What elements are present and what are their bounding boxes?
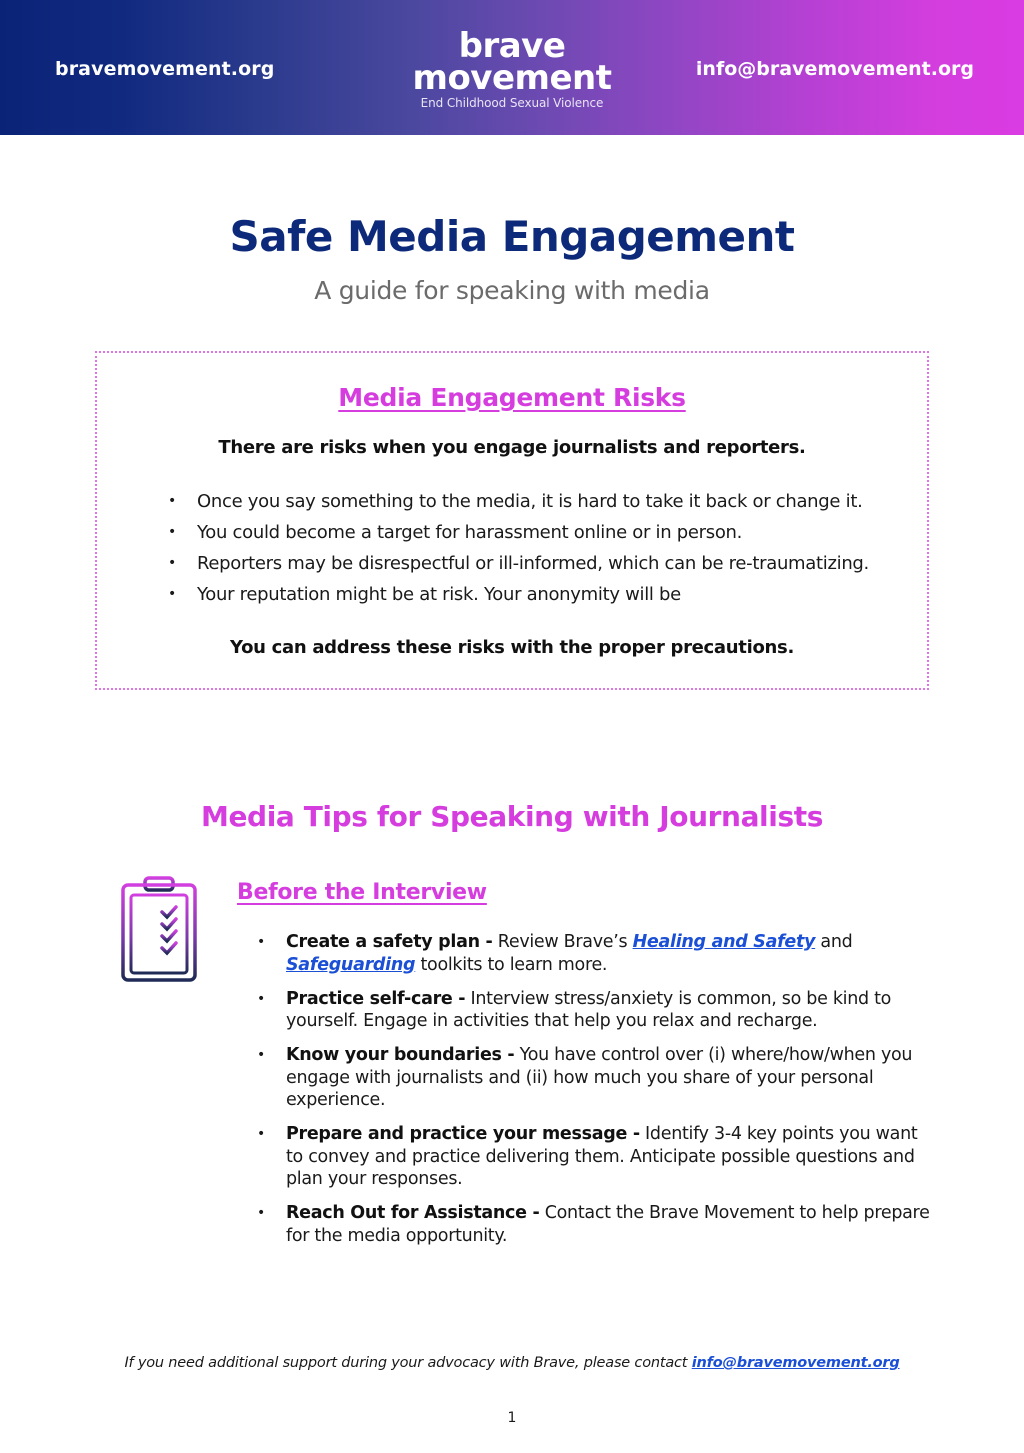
before-interview-heading: Before the Interview <box>237 880 487 905</box>
tip-item <box>256 988 936 1033</box>
bullet-icon: • <box>168 493 176 509</box>
bullet-icon: • <box>168 586 176 602</box>
risk-item <box>167 548 869 579</box>
website-link[interactable]: bravemovement.org <box>55 58 275 80</box>
bullet-icon: • <box>257 1205 265 1221</box>
risk-item <box>167 517 869 548</box>
logo-word-movement: movement <box>412 58 612 98</box>
page-number: 1 <box>507 1410 517 1426</box>
tip-text: Identify 3-4 key points you want to convey and practice delivering them. Anticipate possible questions and plan your responses. <box>286 1124 918 1189</box>
tip-item <box>256 1202 936 1247</box>
bullet-icon: • <box>257 1126 265 1142</box>
bullet-icon: • <box>257 990 265 1007</box>
risk-item <box>167 579 869 610</box>
tips-list <box>256 931 936 1259</box>
tip-lead: Know your boundaries - <box>286 1045 515 1065</box>
footer-email-link[interactable]: info@bravemovement.org <box>691 1355 900 1371</box>
tip-item <box>256 1123 936 1191</box>
tip-lead: Practice self-care - <box>286 988 466 1009</box>
risks-closing: You can address these risks with the proper precautions. <box>230 637 794 658</box>
tip-lead: Reach Out for Assistance - <box>286 1203 540 1223</box>
footer-support-note <box>0 1355 1024 1371</box>
header-banner <box>0 0 1024 135</box>
brave-movement-logo <box>412 26 612 111</box>
tip-text: Review Brave’s <box>492 932 633 952</box>
healing-and-safety-link[interactable]: Healing and Safety <box>632 932 816 952</box>
risks-heading-text: Media Engagement Risks <box>338 383 686 412</box>
tip-lead: Prepare and practice your message - <box>286 1124 640 1144</box>
risk-item-text: Once you say something to the media, it is hard to take it back or change it. <box>197 491 863 512</box>
bullet-icon: • <box>257 1047 265 1063</box>
tip-text: and <box>815 932 853 952</box>
risks-intro: There are risks when you engage journalists and reporters. <box>218 437 806 458</box>
tip-text: You have control over (i) where/how/when you engage with journalists and (ii) how much you share of your personal experience. <box>286 1045 913 1110</box>
page-title: Safe Media Engagement <box>229 212 795 261</box>
tip-lead: Create a safety plan - <box>286 932 493 952</box>
risk-item-text: Reporters may be disrespectful or ill-informed, which can be re-traumatizing. <box>197 553 869 574</box>
email-link[interactable]: info@bravemovement.org <box>695 58 974 80</box>
risks-callout-box <box>95 351 929 690</box>
tip-text: toolkits to learn more. <box>415 954 608 975</box>
page-subtitle: A guide for speaking with media <box>314 276 710 305</box>
tip-text: Interview stress/anxiety is common, so be kind to yourself. Engage in activities that help you relax and recharge. <box>286 988 892 1031</box>
bullet-icon: • <box>257 934 265 950</box>
footer-note-text: If you need additional support during your advocacy with Brave, please contact <box>124 1355 692 1371</box>
risks-heading <box>97 383 927 412</box>
tips-heading: Media Tips for Speaking with Journalists <box>201 800 823 833</box>
bullet-icon: • <box>168 524 176 540</box>
bullet-icon: • <box>168 555 176 571</box>
logo-word-brave: brave <box>458 26 566 66</box>
tip-item <box>256 931 936 976</box>
risk-item-text: Your reputation might be at risk. Your anonymity will be <box>197 584 681 605</box>
clipboard-checklist-icon <box>118 876 200 984</box>
risk-item <box>167 486 869 517</box>
tip-text: Contact the Brave Movement to help prepare for the media opportunity. <box>286 1203 930 1246</box>
tip-item <box>256 1044 936 1112</box>
risk-item-text: You could become a target for harassment online or in person. <box>197 522 743 543</box>
logo-tagline: End Childhood Sexual Violence <box>420 96 604 110</box>
safeguarding-link[interactable]: Safeguarding <box>286 954 416 975</box>
risks-list <box>167 486 869 610</box>
